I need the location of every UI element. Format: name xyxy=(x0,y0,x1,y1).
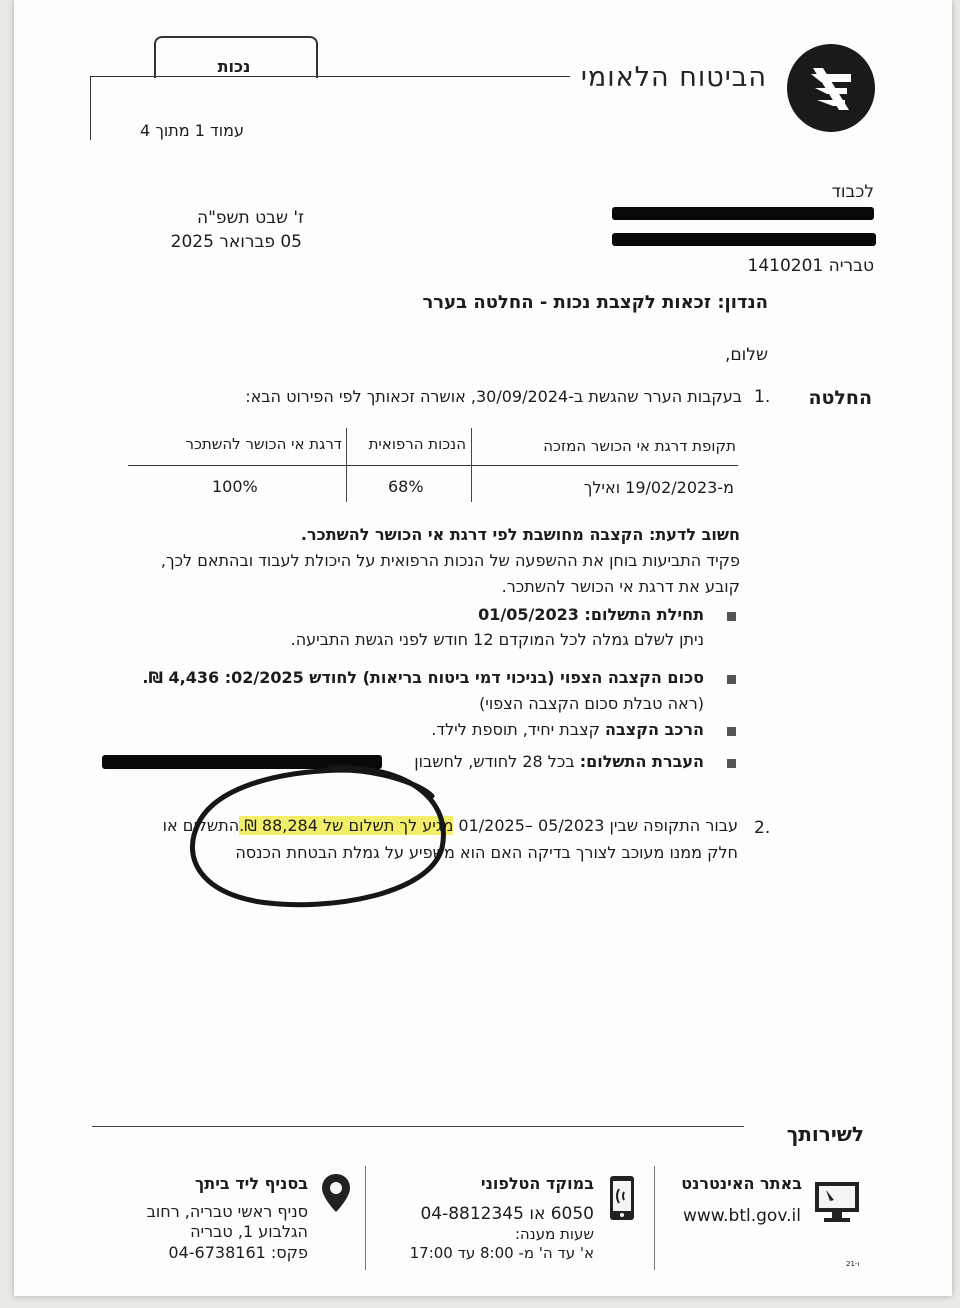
page-info: עמוד 1 מתוך 4 xyxy=(140,121,244,140)
map-pin-icon xyxy=(320,1172,352,1218)
salutation-to: לכבוד xyxy=(831,182,874,202)
redacted-address xyxy=(612,233,876,246)
owed-amount-highlight: מגיע לך תשלום של 88,284 ₪. xyxy=(239,816,454,835)
composition-value: קצבת יחיד, תוספת לילד. xyxy=(431,720,600,739)
table-cell-incapacity: 100% xyxy=(212,477,258,496)
item-1-number: 1. xyxy=(754,387,771,407)
table-header-incapacity: דרגת אי הכושר להשתכר xyxy=(185,435,342,453)
table-header-medical: הנכות הרפואית xyxy=(368,435,466,453)
mobile-phone-icon xyxy=(608,1175,636,1225)
important-line-1: פקיד התביעות בוחן את ההשפעה של הנכות הרפואית על היכולת לעבוד ובהתאם לכך, xyxy=(160,551,740,570)
table-header-period: תקופת דרגת אי הכושר המזכה xyxy=(543,437,736,455)
footer-rule xyxy=(92,1126,744,1127)
phone-title: במוקד הטלפוני xyxy=(480,1174,594,1193)
item-2-period: עבור התקופה שבין 05/2023 –01/2025 xyxy=(453,816,738,835)
footer-divider xyxy=(365,1166,366,1270)
hebrew-date: ז' שבט תשפ"ה xyxy=(196,208,304,228)
gregorian-date: 05 פברואר 2025 xyxy=(170,232,302,252)
phone-hours: א' עד ה' מ- 8:00 עד 17:00 xyxy=(409,1244,594,1262)
table-cell-medical: 68% xyxy=(388,477,424,496)
website-link[interactable]: www.btl.gov.il xyxy=(683,1206,801,1226)
branch-fax: פקס: 04-6738161 xyxy=(168,1243,308,1262)
item-2-number: 2. xyxy=(754,818,771,838)
important-title: חשוב לדעת: הקצבה מחושבת לפי דרגת אי הכושר להשתכר. xyxy=(300,525,740,544)
recipient-city: טבריה 1410201 xyxy=(747,256,874,276)
bullet-marker xyxy=(727,675,736,684)
department-tab-label: נכות xyxy=(217,57,251,76)
bullet-marker xyxy=(727,612,736,621)
national-insurance-logo-icon xyxy=(787,44,875,132)
bullet-marker xyxy=(727,759,736,768)
important-line-2: קובע את דרגת אי הכושר להשתכר. xyxy=(501,577,740,596)
subject-line: הנדון: זכאות לקצבת נכות - החלטה בערר xyxy=(422,292,768,313)
branch-title: בסניף ליד ביתך xyxy=(195,1174,308,1193)
phone-numbers: 6050 או 04-8812345 xyxy=(420,1204,594,1224)
decision-label: החלטה xyxy=(808,387,872,409)
transfer-value: בכל 28 לחודש, לחשבון xyxy=(414,752,575,771)
table-cell-period: מ-19/02/2023 ואילך xyxy=(583,478,734,497)
item-1-text: בעקבות הערר שהגשת ב-30/09/2024, אושרה זכאותך לפי הפירוט הבא: xyxy=(245,387,742,406)
branch-line-2: הגלבוע 1, טבריה xyxy=(190,1222,308,1241)
branch-line-1: סניף ראשי טבריה, רחוב xyxy=(146,1202,308,1221)
greeting: שלום, xyxy=(724,345,768,365)
composition-label: הרכב הקצבה xyxy=(605,720,704,739)
internet-title: באתר האינטרנט xyxy=(681,1174,802,1193)
form-code: 21-ו xyxy=(846,1260,860,1268)
footer-divider xyxy=(654,1166,655,1270)
expected-amount-note: (ראה טבלת סכום הקצבה הצפוי) xyxy=(479,694,704,713)
footer-title: לשירותך xyxy=(786,1122,864,1146)
transfer-label: העברת התשלום: xyxy=(579,752,704,771)
tab-side-rule xyxy=(90,76,91,140)
expected-amount: סכום הקצבה הצפוי (בניכוי דמי ביטוח בריאות) לחודש 02/2025: 4,436 ₪. xyxy=(142,668,704,687)
composition-line xyxy=(431,720,704,739)
table-divider xyxy=(346,428,347,502)
computer-monitor-icon xyxy=(814,1180,860,1228)
payment-start: תחילת התשלום: 01/05/2023 xyxy=(478,605,704,624)
table-header-rule xyxy=(128,465,738,466)
payment-start-note: ניתן לשלם גמלה לכל המוקדם 12 חודש לפני הגשת התביעה. xyxy=(290,630,704,649)
hand-drawn-circle-annotation xyxy=(180,762,460,914)
item-2-continuation: התשלום או xyxy=(162,816,240,835)
bullet-marker xyxy=(727,727,736,736)
table-divider xyxy=(471,428,472,502)
phone-hours-label: שעות מענה: xyxy=(514,1225,594,1243)
redacted-name xyxy=(612,207,874,220)
org-name: הביטוח הלאומי xyxy=(580,62,767,93)
item-2-line-2: חלק ממנו מעוכב לצורך בדיקה האם הוא משפיע על גמלת הבטחת הכנסה xyxy=(235,843,738,862)
